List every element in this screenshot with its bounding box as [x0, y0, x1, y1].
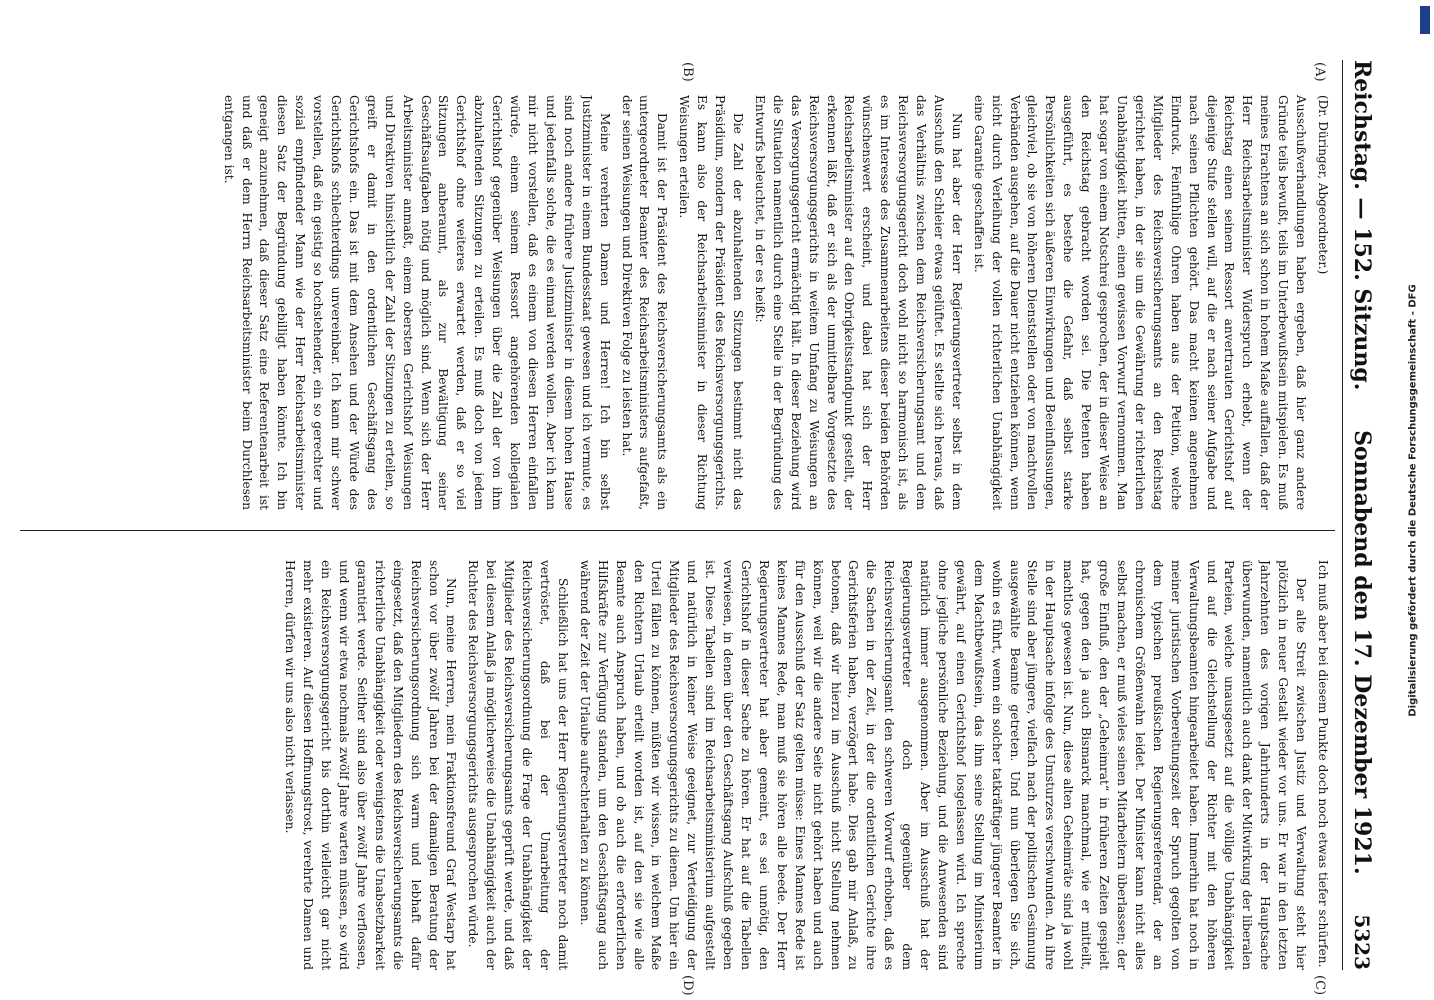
right-paragraph: Nun, meine Herren, mein Fraktionsfreund Graf Westarp hat schon vor über zwölf Jahren bei der damaligen Beratung der Reichsversicherungsordnung sich warm und lebhaft dafür eingesetzt, daß den Mitgliedern des Reichsversicherungsamts die richterliche Unabhängigkeit oder wenigstens die Unabsetzbarkeit garantiert werde. Seither sind also über zwölf Jahre verflossen, und wenn wir etwa nochmals zwölf Jahre warten müssen, so wird ein Reichsversorgungsgericht bis dorthin vielleicht gar nicht mehr existieren. Auf diesen Hoffnungstrost, verehrte Damen und Herren, dürfen wir uns also nicht verlassen. [283, 560, 459, 970]
header-left: Reichstag. — 152. Sitzung. [1349, 60, 1375, 391]
left-paragraph: Meine verehrten Damen und Herren! Ich bin selbst Justizminister in einem Bundesstaat gewesen und ich vermute, es sind noch andere frühere Justizminister in diesem hohen Hause und jedenfalls solche, die es einmal werden wollen. Aber ich kann mir nicht vorstellen, daß es einem von diesen Herren einfallen würde, einem seinem Ressort angehörenden kollegialen Gerichtshof gegenüber Weisungen über die Zahl der von ihm abzuhaltenden Sitzungen zu erteilen. Es muß doch von jedem Gerichtshof ohne weiteres erwartet werden, daß er so viel Sitzungen anberaumt, als zur Bewältigung seiner Geschäftsaufgaben nötig und möglich sind. Wenn sich der Herr Arbeitsminister anmaßt, einem obersten Gerichtshof Weisungen und Direktiven hinsichtlich der Zahl der Sitzungen zu erteilen, so greift er damit in den ordentlichen Geschäftsgang des Gerichtshofs ein. Das ist mit dem Ansehen und der Würde des Gerichtshofs schlechterdings unvereinbar. Ich kann mir schwer vorstellen, daß ein geistig so hochstehender, ein so gerechter und sozial empfindender Mann wie der Herr Reichsarbeitsminister diesen Satz der Begründung gebilligt haben könnte. Ich bin geneigt anzunehmen, daß dieser Satz eine Referentenarbeit ist und daß er dem Herrn Reichsarbeitsminister beim Durchlesen entgangen ist. [221, 95, 612, 510]
margin-marker-c: (C) [1312, 975, 1327, 996]
left-paragraph: Damit ist der Präsident des Reichsversicherungsamts als ein untergeordneter Beamter des Reichsarbeitsministers aufgefaßt, der seinen Weisungen und Direktiven Folge zu leisten hat. [619, 95, 670, 510]
margin-marker-d: (D) [680, 975, 695, 996]
left-column [18, 95, 1331, 510]
left-paragraph: Ausschußverhandlungen haben ergeben, daß hier ganz andere Gründe teils bewußt, teils im Unterbewußtsein mitspielen. Es muß meines Erachtens an sich schon in hohem Maße auffallen, daß der Herr Reichsarbeitsminister Widerspruch erhebt, wenn der Reichstag einen seinem Ressort anvertrauten Gerichtshof auf diejenige Stufe stellen will, auf die er nach seiner Aufgabe und nach seinen Pflichten gehört. Das macht keinen angenehmen Eindruck. Feinfühlige Ohren haben aus der Petition, welche Mitglieder des Reichsversicherungsamts an den Reichstag gerichtet haben, in der sie um die Gewährung der richterlichen Unabhängigkeit bitten, einen gewissen Vorwurf vernommen. Man hat sogar von einem Notschrei gesprochen, der in dieser Weise an den Reichstag gebracht worden sei. Die Petenten haben ausgeführt, es bestehe die Gefahr, daß selbst starke Persönlichkeiten sich äußeren Einwirkungen und Beeinflussungen, gleichviel, ob sie von höheren Dienststellen oder von machtvollen Verbänden ausgehen, auf die Dauer nicht entziehen können, wenn nicht durch Verleihung der vollen richterlichen Unabhängigkeit eine Garantie geschaffen ist. [971, 95, 1309, 510]
digitization-credit: Digitalisierung gefördert durch die Deutsche Forschungsgemeinschaft - DFG [1407, 283, 1419, 717]
page-number: 5323 [1350, 914, 1374, 970]
header-date: Sonnabend den 17. Dezember 1921. [1349, 430, 1375, 875]
right-paragraph: Der alte Streit zwischen Justiz und Verwaltung steht hier plötzlich in neuer Gestalt wieder vor uns. Er war in den letzten Jahrzehnten des vorigen Jahrhunderts in der Hauptsache überwunden, namentlich auch dank der Mitwirkung der liberalen Parteien, welche unausgesetzt auf die völlige Unabhängigkeit und auf die Gleichstellung der Richter mit den höheren Verwaltungsbeamten hingearbeitet haben. Immerhin hat noch in meiner juristischen Vorbereitungszeit der Spruch gegolten von dem typischen preußischen Regierungsreferendar, der an chronischem Größenwahn leidet. Der Minister kann nicht alles selbst machen, er muß vieles seinen Mitarbeitern überlassen; der große Einfluß, den der „Geheimrat“ in früheren Zeiten gespielt hat, gegen den ja auch Bismarck manchmal, wie er mitteilt, machtlos gewesen ist. Nun, diese alten Geheimräte sind ja wohl in der Hauptsache infolge des Umsturzes verschwunden. An ihre Stelle sind aber jüngere, vielfach nach der politischen Gesinnung ausgewählte Beamte getreten. Und nun überlegen Sie sich, wohin es führt, wenn ein solcher tatkräftiger jüngerer Beamter in dem Machtbewußtsein, das ihm seine Stellung im Ministerium gewährt, auf einen Gerichtshof losgelassen wird. Ich spreche ohne jegliche persönliche Beziehung, und die Anwesenden sind natürlich immer ausgenommen. Aber im Ausschuß hat der Regierungsvertreter doch gegenüber dem Reichsversicherungsamt den schweren Vorwurf erhoben, daß es die Sachen in der Zeit, in der die ordentlichen Gerichte ihre Gerichtsferien haben, verzögert habe. Dies gab mir Anlaß, zu betonen, daß wir hierzu im Ausschuß nicht Stellung nehmen können, weil wir die andere Seite nicht gehört haben und auch für den Ausschuß der Satz gelten müsse: Eines Mannes Rede ist keines Mannes Rede, man muß sie hören alle beede. Der Herr Regierungsvertreter hat aber gemeint, es sei unnötig, den Gerichtshof in dieser Sache zu hören. Er hat auf die Tabellen verwiesen, in denen über den Geschäftsgang Aufschluß gegeben ist. Diese Tabellen sind im Reichsarbeitsministerium aufgestellt und natürlich in keiner Weise geeignet, zur Verteidigung der Mitglieder des Reichsversorgungsgerichts zu dienen. Um hier ein Urteil fällen zu können, müßten wir wissen, in welchem Maße den Richtern Urlaub erteilt worden ist, auf den sie wie alle Beamte auch Anspruch haben, und ob auch die erforderlichen Hilfskräfte zur Verfügung standen, um den Geschäftsgang auch während der Zeit der Urlaube aufrechterhalten zu können. [577, 560, 1309, 970]
left-paragraph: Nun hat aber der Herr Regierungsvertreter selbst in dem Ausschuß den Schleier etwas gelüftet. Es stellte sich heraus, daß das Verhältnis zwischen dem Reichsversicherungsamt und dem Reichsversorgungsgericht doch wohl nicht so harmonisch ist, als es im Interesse des Zusammenarbeitens dieser beiden Behörden wünschenswert erscheint, und dabei hat sich der Herr Reichsarbeitsminister auf den Obrigkeitsstandpunkt gestellt, der erkennen läßt, daß er sich als der unmittelbare Vorgesetzte des Reichsversorgungsgerichts in weitem Umfang zu Weisungen an das Versorgungsgericht ermächtigt hält. In dieser Beziehung wird die Situation namentlich durch eine Stelle in der Begründung des Entwurfs beleuchtet, in der es heißt: [752, 95, 964, 510]
margin-marker-a: (A) [1312, 62, 1327, 82]
column-divider [20, 530, 1335, 531]
margin-marker-b: (B) [680, 62, 695, 82]
right-column [18, 560, 1331, 970]
left-paragraph: Die Zahl der abzuhaltenden Sitzungen bestimmt nicht das Präsidium, sondern der Präsident des Reichsversorgungsgerichts. Es kann also der Reichsarbeitsminister in dieser Richtung Weisungen erteilen. [677, 95, 745, 510]
speaker-note: (Dr. Düringer, Abgeordneter.) [1316, 95, 1330, 275]
page-header [1342, 60, 1375, 970]
right-paragraph: Ich muß aber bei diesem Punkte doch noch etwas tiefer schürfen. [1316, 560, 1330, 968]
right-paragraph: Schließlich hat uns der Herr Regierungsvertreter noch damit vertröstet, daß bei der Umarbeitung der Reichsversicherungsordnung die Frage der Unabhängigkeit der Mitglieder des Reichsversicherungsamts geprüft werde, und daß bei diesem Anlaß ja möglicherweise die Unabhängigkeit auch der Richter des Reichsversorgungsgerichts ausgesprochen würde. [466, 560, 570, 970]
